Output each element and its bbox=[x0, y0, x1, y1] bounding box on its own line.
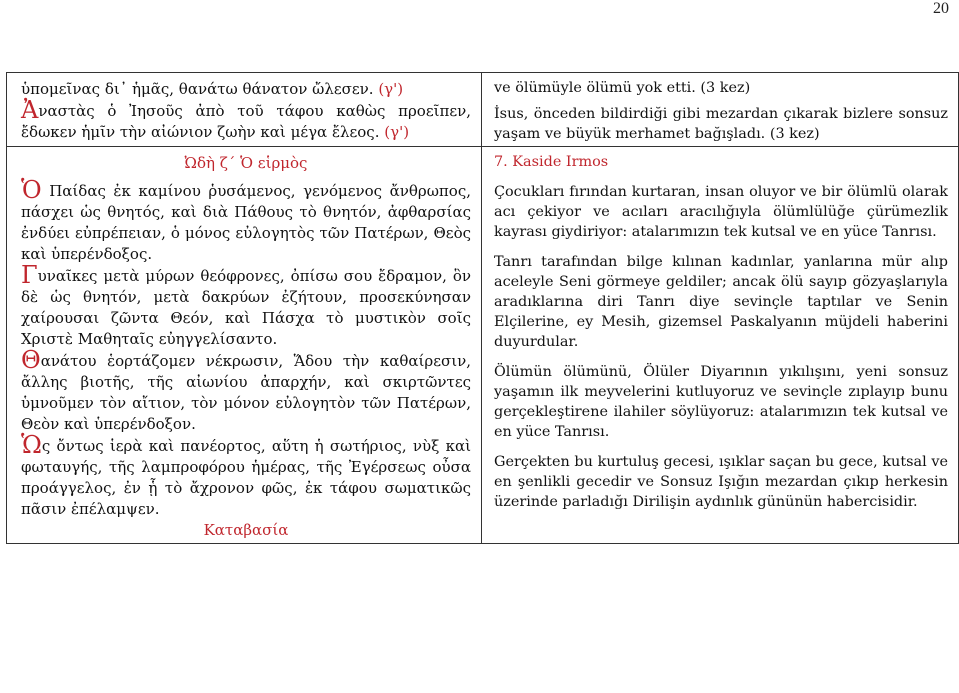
drop-initial: Ἀ bbox=[21, 96, 39, 124]
greek-stanza: Θανάτου ἑορτάζομεν νέκρωσιν, Ἅδου τὴν καθαίρεσιν, ἄλλης βιοτῆς, τῆς αἰωνίου ἀπαρχήν, καὶ σκιρτῶντες ὑμνοῦμεν τὸν αἴτιον, τὸν μόνον εὐλογητὸν τῶν Πατέρων, Θεὸν καὶ ὑπερένδοξον. bbox=[21, 346, 471, 433]
drop-initial: Ὁ bbox=[21, 176, 42, 204]
turkish-stanza: Gerçekten bu kurtuluş gecesi, ışıklar saçan bu gece, kutsal ve en şenlikli gecedir ve Sonsuz Işığın mezardan çıkıp herkesin üzerinde parladığı Dirilişin aydınlık gününün habercisidir. bbox=[494, 454, 948, 510]
greek-cell bbox=[7, 73, 482, 147]
liturgy-table bbox=[6, 72, 959, 544]
greek-stanza: Γυναῖκες μετὰ μύρων θεόφρονες, ὀπίσω σου ἔδραμον, ὃν δὲ ὡς θνητόν, μετὰ δακρύων ἐζήτουν, προσεκύνησαν χαίρουσαι ζῶντα Θεόν, καὶ Πάσχα τὸ μυστικὸν σοῖς Χριστὲ Μαθηταῖς εὐηγγελίσαντο. bbox=[21, 261, 471, 348]
turkish-stanza: Çocukları fırından kurtaran, insan oluyor ve bir ölümlü olarak acı çekiyor ve acıları aracılığıyla ölümlülüğe çürümezlik kayrası giydiriyor: atalarımızın tek kutsal ve en yüce Tanrısı. bbox=[494, 184, 948, 240]
drop-initial: Γ bbox=[21, 261, 38, 289]
greek-anastas: Ἀναστὰς ὁ Ἰησοῦς ἀπὸ τοῦ τάφου καθὼς προεῖπεν, ἔδωκεν ἡμῖν τὴν αἰώνιον ζωὴν καὶ μέγα ἔλεος. (γ') bbox=[21, 96, 471, 141]
table-row bbox=[7, 73, 959, 147]
greek-troparion-end: ὑπομεῖνας δι᾽ ἡμᾶς, θανάτω θάνατον ὤλεσεν. (γ') bbox=[21, 80, 404, 98]
table-row bbox=[7, 147, 959, 544]
greek-cell bbox=[7, 147, 482, 544]
turkish-isus: İsus, önceden bildirdiği gibi mezardan çıkarak bizlere sonsuz yaşam ve büyük merhamet bağışladı. (3 kez) bbox=[494, 106, 948, 142]
greek-stanza: Ὁ Παίδας ἐκ καμίνου ῥυσάμενος, γενόμενος ἄνθρωπος, πάσχει ὡς θνητός, καὶ διὰ Πάθους τὸ θνητόν, ἀφθαρσίας ἐνδύει εὐπρέπειαν, ὁ μόνος εὐλογητὸς τῶν Πατέρων, Θεὸς καὶ ὑπερένδοξος. bbox=[21, 176, 471, 263]
ode-title: Ὠδὴ ζ΄ Ὁ εἱρμὸς bbox=[184, 154, 308, 172]
greek-stanza: Ὡς ὄντως ἱερὰ καὶ πανέορτος, αὕτη ἡ σωτήριος, νὺξ καὶ φωταυγής, τῆς λαμπροφόρου ἡμέρας, τῆς Ἐγέρσεως οὖσα προάγγελος, ἐν ᾗ τὸ ἄχρονον φῶς, ἐκ τάφου σωματικῶς πᾶσιν ἐπέλαμψεν. bbox=[21, 431, 471, 518]
turkish-cell bbox=[482, 73, 959, 147]
refrain-marker: (γ') bbox=[384, 123, 410, 141]
refrain-marker: (γ') bbox=[378, 80, 404, 98]
turkish-line1: ve ölümüyle ölümü yok etti. (3 kez) bbox=[494, 80, 751, 96]
drop-initial: Θ bbox=[21, 346, 41, 374]
drop-initial: Ὡ bbox=[21, 431, 42, 459]
turkish-cell bbox=[482, 147, 959, 544]
katavasia-label: Καταβασία bbox=[203, 521, 289, 539]
kaside-title: 7. Kaside Irmos bbox=[494, 154, 609, 170]
turkish-stanza: Tanrı tarafından bilge kılınan kadınlar, yanlarına mür alıp aceleyle Seni görmeye geldiler; ancak ölü sayıp gözyaşlarıyla aradıklarına diri Tanrı diye sevinçle taptılar ve Senin Elçilerine, ey Mesih, gizemsel Paskalyanın müjdeli haberini duyurdular. bbox=[494, 254, 948, 350]
turkish-stanza: Ölümün ölümünü, Ölüler Diyarının yıkılışını, yeni sonsuz yaşamın ilk meyvelerini kutluyoruz ve sevinçle zıplayıp bunu gerçekleştirene ilahiler söylüyoruz: atalarımızın tek kutsal ve en yüce Tanrısı. bbox=[494, 364, 948, 440]
page-number: 20 bbox=[933, 0, 949, 17]
